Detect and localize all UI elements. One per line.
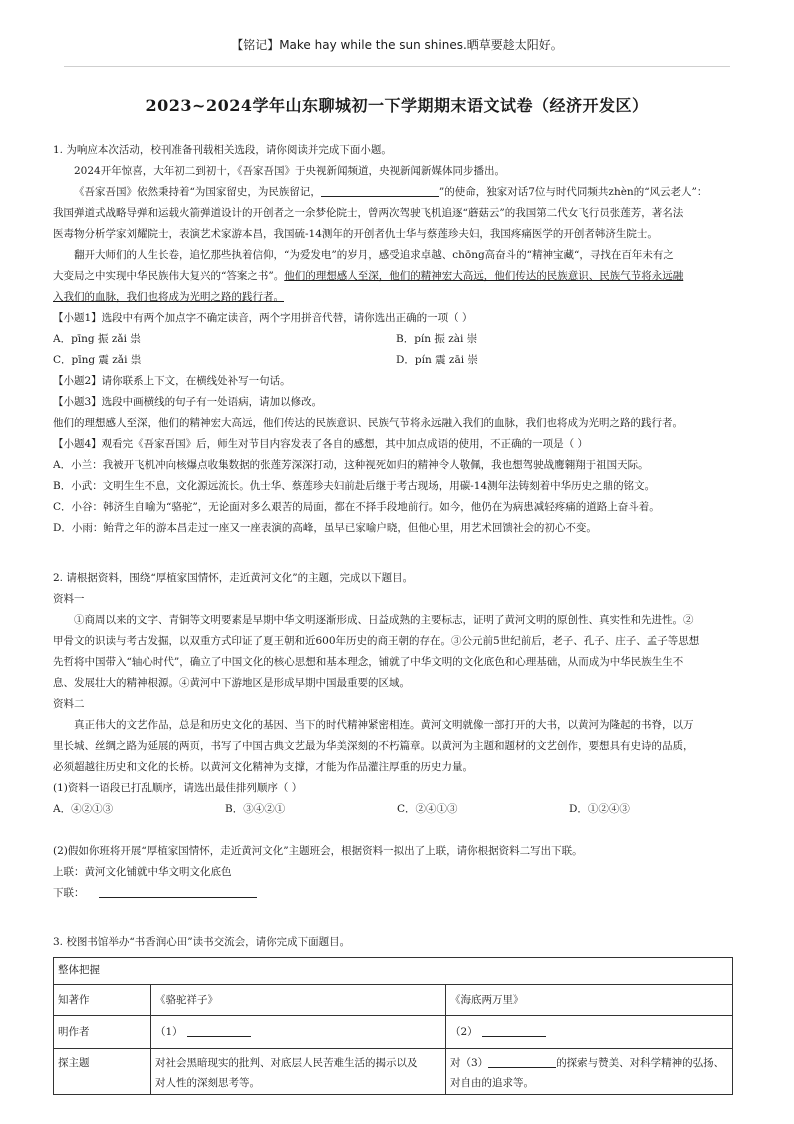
material-1-line: 息、发展壮大的精神根源。④黄河中下游地区是形成早期中国最重要的区域。 [53, 677, 410, 689]
material-1-line: ①商周以来的文字、青铜等文明要素是早期中华文明逐渐形成、日益成熟的主要标志，证明了黄河文明的原创性、真实性和先进性。② [74, 614, 694, 626]
option-b[interactable]: B．小武：文明生生不息，文化源远流长。仇士华、蔡莲珍夫妇前赴后继于考古现场，用碳-14测年法铸刻着中华历史之鼎的铭文。 [53, 480, 656, 492]
q1-subquestion-1: 【小题1】选段中有两个加点字不确定读音，两个字用拼音代替，请你选出正确的一项（ ） [53, 312, 473, 324]
table-row [54, 985, 733, 1016]
options-row [53, 350, 743, 371]
q1-para: 翻开大师们的人生长卷，追忆那些执着信仰，“为爱发电”的岁月，感受追求卓越、chōng高奋斗的“精神宝藏“，寻找在百年未有之 [74, 249, 674, 261]
question-2 [53, 568, 743, 904]
q1-para: 我国弹道式战略导弹和运载火箭弹道设计的开创者之一余梦伦院士，曾两次驾驶飞机追逐“蘑菇云”的我国第二代女飞行员张莲芳，著名法 [53, 207, 684, 219]
fill-blank[interactable] [321, 183, 439, 197]
motto-header: 【铭记】Make hay while the sun shines.晒草要趁太阳好。 [231, 38, 563, 52]
option-a[interactable]: A．④②①③ [53, 803, 114, 815]
option-b[interactable]: B．pín 振 zài 崇 [396, 333, 478, 345]
author-cell: （2） [446, 1016, 733, 1049]
lower-couplet: 下联： [53, 883, 743, 904]
q3-stem: 3. 校图书馆举办“书香润心田”读书交流会，请你完成下面题目。 [53, 936, 351, 948]
answer-blank[interactable] [99, 884, 257, 898]
question-1 [53, 140, 743, 539]
q1-stem: 1. 为响应本次活动，校刊准备刊载相关选段，请你阅读并完成下面小题。 [53, 144, 392, 156]
page-title: 2023~2024学年山东聊城初一下学期期末语文试卷（经济开发区） [145, 96, 649, 115]
option-a[interactable]: A．小兰：我被开飞机冲向核爆点收集数据的张莲芳深深打动，这种视死如归的精神令人敬佩，我也想驾驶战鹰翱翔于祖国天际。 [53, 459, 649, 471]
material-1-line: 甲骨文的识读与考古发掘，以双重方式印证了夏王朝和近600年历史的商王朝的存在。③公元前5世纪前后，老子、孔子、庄子、孟子等思想 [53, 635, 700, 647]
material-1-label: 资料一 [53, 593, 85, 605]
author-cell: （1） [151, 1016, 446, 1049]
header-divider [64, 66, 730, 67]
question-3 [53, 932, 743, 1095]
material-1-line: 先哲将中国带入“轴心时代”，确立了中国文化的核心思想和基本理念，铺就了中华文明的文化底色和心理基础，从而成为中华民族生生不 [53, 656, 684, 668]
answer-blank[interactable] [482, 1023, 546, 1037]
underlined-sentence: 入我们的血脉，我们也将成为光明之路的践行者。 [53, 291, 284, 303]
option-d[interactable]: D．pín 震 zāi 崇 [396, 354, 478, 366]
option-c[interactable]: C．pīng 震 zǎi 祟 [53, 354, 142, 366]
row-label: 知著作 [54, 985, 151, 1016]
options-row [53, 799, 743, 820]
material-2-line: 必须超越往历史和文化的长桥。以黄河文化精神为支撑，才能为作品灌注厚重的历史力量。 [53, 761, 473, 773]
material-2-label: 资料二 [53, 698, 85, 710]
q1-para: 2024开年惊喜，大年初二到初十，《吾家吾国》于央视新闻频道，央视新闻新媒体同步播出。 [74, 165, 505, 177]
table-row [54, 1016, 733, 1049]
reading-table [53, 957, 733, 1095]
q1-subquestion-2: 【小题2】请你联系上下文，在横线处补写一句话。 [53, 375, 291, 387]
row-label: 探主题 [54, 1049, 151, 1095]
table-header: 整体把握 [54, 958, 733, 985]
q1-sentence: 他们的理想感人至深，他们的精神宏大高远，他们传达的民族意识、民族气节将永远融入我们的血脉，我们也将成为光明之路的践行者。 [53, 417, 683, 429]
q2-subquestion-1: (1)资料一语段已打乱顺序，请选出最佳排列顺序（ ） [53, 782, 303, 794]
theme-cell: 对（3） 的探索与赞美、对科学精神的弘扬、 对自由的追求等。 [446, 1049, 733, 1095]
book-title: 《海底两万里》 [446, 985, 733, 1016]
q2-stem: 2. 请根据资料，围绕“厚植家国情怀，走近黄河文化”的主题，完成以下题目。 [53, 572, 414, 584]
theme-cell: 对社会黑暗现实的批判、对底层人民苦难生活的揭示以及 对人性的深刻思考等。 [151, 1049, 446, 1095]
upper-couplet: 上联：黄河文化铺就中华文明文化底色 [53, 866, 232, 878]
q1-subquestion-4: 【小题4】观看完《吾家吾国》后，师生对节目内容发表了各自的感想，其中加点成语的使用，不正确的一项是（ ） [53, 438, 589, 450]
answer-blank[interactable] [488, 1054, 556, 1068]
material-2-line: 里长城、丝绸之路为延展的两页，书写了中国古典文艺最为华美深刻的不朽篇章。以黄河为主题和题材的文艺创作，要想具有史诗的品质， [53, 740, 694, 752]
answer-blank[interactable] [187, 1023, 251, 1037]
q1-para: 《吾家吾国》依然秉持着“为国家留史，为民族留记， ”的使命，独家对话7位与时代同频共zhèn的“风云老人”： [53, 182, 743, 203]
option-d[interactable]: D．小雨：鲐背之年的游本昌走过一座又一座表演的高峰，虽早已家喻户晓，但他心里，用艺术回馈社会的初心不变。 [53, 522, 597, 534]
q2-subquestion-2: (2)假如你班将开展“厚植家国情怀，走近黄河文化”主题班会，根据资料一拟出了上联，请你根据资料二写出下联。 [53, 845, 583, 857]
q1-para: 大变局之中实现中华民族伟大复兴的“答案之书”。他们的理想感人至深，他们的精神宏大高远，他们传达的民族意识、民族气节将永远融 [53, 270, 684, 282]
book-title: 《骆驼祥子》 [151, 985, 446, 1016]
option-d[interactable]: D．①②④③ [569, 803, 630, 815]
option-a[interactable]: A．pīng 振 zǎi 祟 [53, 333, 141, 345]
option-c[interactable]: C．小谷：韩济生自喻为“骆驼”，无论面对多么艰苦的局面，都在不择手段地前行。如今，他仍在为病患减轻疼痛的道路上奋斗着。 [53, 501, 660, 513]
q1-para: 医毒物分析学家刘耀院士，表演艺术家游本昌，我国硫-14测年的开创者仇士华与蔡莲珍夫妇，我国疼痛医学的开创者韩济生院士。 [53, 228, 658, 240]
material-2-line: 真正伟大的文艺作品，总是和历史文化的基因、当下的时代精神紧密相连。黄河文明就像一部打开的大书，以黄河为隆起的书脊，以万 [74, 719, 694, 731]
underlined-sentence: 他们的理想感人至深，他们的精神宏大高远，他们传达的民族意识、民族气节将永远融 [284, 270, 684, 282]
option-c[interactable]: C．②④①③ [397, 803, 458, 815]
table-row [54, 1049, 733, 1095]
option-b[interactable]: B．③④②① [225, 803, 286, 815]
row-label: 明作者 [54, 1016, 151, 1049]
q1-subquestion-3: 【小题3】选段中画横线的句子有一处语病，请加以修改。 [53, 396, 323, 408]
options-row [53, 329, 743, 350]
